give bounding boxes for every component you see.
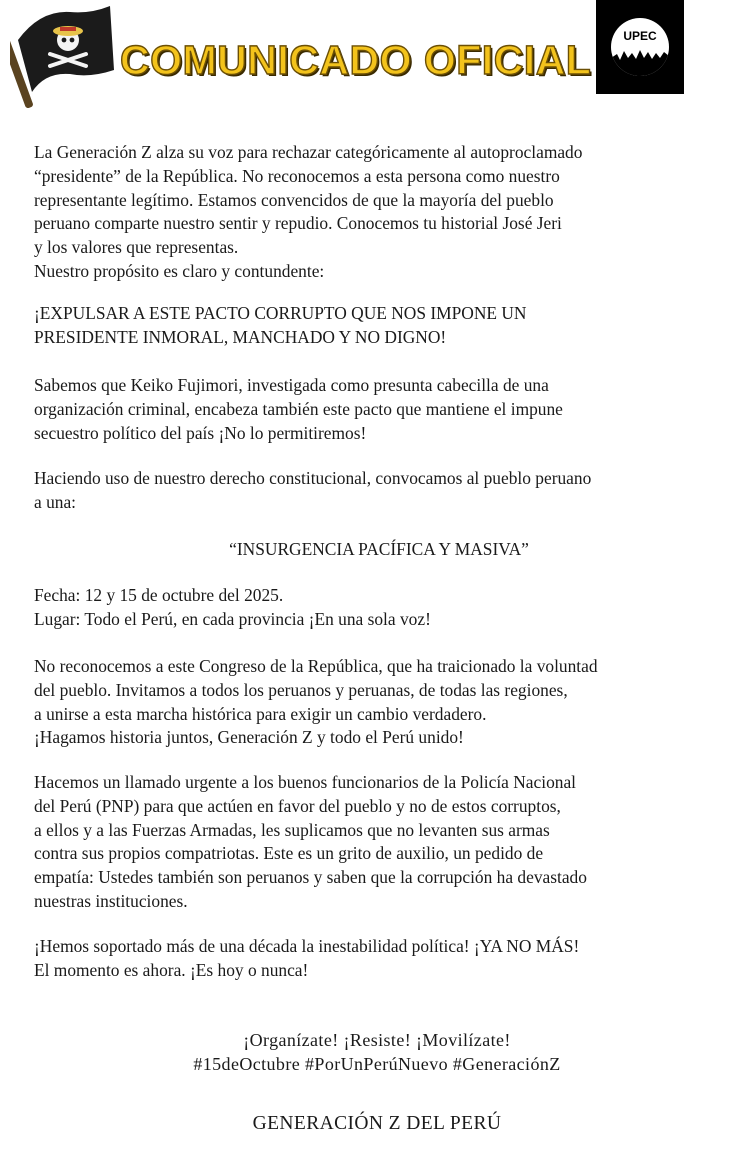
page-title: COMUNICADO OFICIAL [120,37,592,83]
text-line: a una: [34,491,77,512]
upec-logo-circle [611,18,669,76]
paragraph-intro [34,141,724,284]
paragraph-police [34,771,724,914]
text-line: El momento es ahora. ¡Es hoy o nunca! [34,959,309,980]
text-line: y los valores que representas. [34,237,239,258]
text-line: “presidente” de la República. No reconocemos a esta persona como nuestro [34,165,560,186]
text-line: ¡Hemos soportado más de una década la inestabilidad política! ¡YA NO MÁS! [34,936,580,956]
text-line: empatía: Ustedes también son peruanos y saben que la corrupción ha devastado [34,867,587,888]
text-line: La Generación Z alza su voz para rechazar categóricamente al autoproclamado [34,142,583,162]
text-line: Lugar: Todo el Perú, en cada provincia ¡En una sola voz! [34,608,431,629]
text-line: Hacemos un llamado urgente a los buenos funcionarios de la Policía Nacional [34,772,577,792]
text-line: “INSURGENCIA PACÍFICA Y MASIVA” [229,539,529,559]
text-line: Sabemos que Keiko Fujimori, investigada como presunta cabecilla de una [34,375,549,395]
text-line: Nuestro propósito es claro y contundente: [34,260,325,281]
text-line: a ellos y a las Fuerzas Armadas, les suplicamos que no levanten sus armas [34,819,550,840]
upec-logo-text: UPEC [623,29,657,43]
text-line: nuestras instituciones. [34,890,188,911]
text-line: organización criminal, encabeza también este pacto que mantiene el impune [34,398,563,419]
slogan: ¡Organízate! ¡Resiste! ¡Movilízate! [243,1030,511,1050]
paragraph-keiko [34,374,724,445]
text-line: secuestro político del país ¡No lo permitiremos! [34,422,367,443]
paragraph-congress [34,655,724,750]
text-line: PRESIDENTE INMORAL, MANCHADO Y NO DIGNO! [34,326,447,347]
text-line: ¡EXPULSAR A ESTE PACTO CORRUPTO QUE NOS IMPONE UN [34,303,527,323]
paragraph-call [34,467,724,515]
text-line: No reconocemos a este Congreso de la República, que ha traicionado la voluntad [34,656,598,676]
text-line: Haciendo uso de nuestro derecho constitucional, convocamos al pueblo peruano [34,468,592,488]
text-line: representante legítimo. Estamos convencidos de que la mayoría del pueblo [34,189,554,210]
text-line: ¡Hagamos historia juntos, Generación Z y todo el Perú unido! [34,727,464,748]
paragraph-date-place [34,584,724,632]
signature: GENERACIÓN Z DEL PERÚ [252,1113,502,1134]
paragraph-enough [34,935,724,983]
text-line: del Perú (PNP) para que actúen en favor del pueblo y no de estos corruptos, [34,795,561,816]
text-line: del pueblo. Invitamos a todos los peruanos y peruanas, de todas las regiones, [34,679,568,700]
upec-logo [596,0,684,94]
header [0,0,754,110]
text-line: contra sus propios compatriotas. Este es un grito de auxilio, un pedido de [34,843,544,864]
text-line: Fecha: 12 y 15 de octubre del 2025. [34,585,284,605]
paragraph-demand [34,302,724,350]
text-line: peruano comparte nuestro sentir y repudio. Conocemos tu historial José Jeri [34,213,562,234]
insurgencia-heading [34,538,724,562]
pirate-flag-icon [10,0,115,110]
hashtags: #15deOctubre #PorUnPerúNuevo #GeneraciónZ [193,1054,561,1074]
text-line: a unirse a esta marcha histórica para exigir un cambio verdadero. [34,703,487,724]
